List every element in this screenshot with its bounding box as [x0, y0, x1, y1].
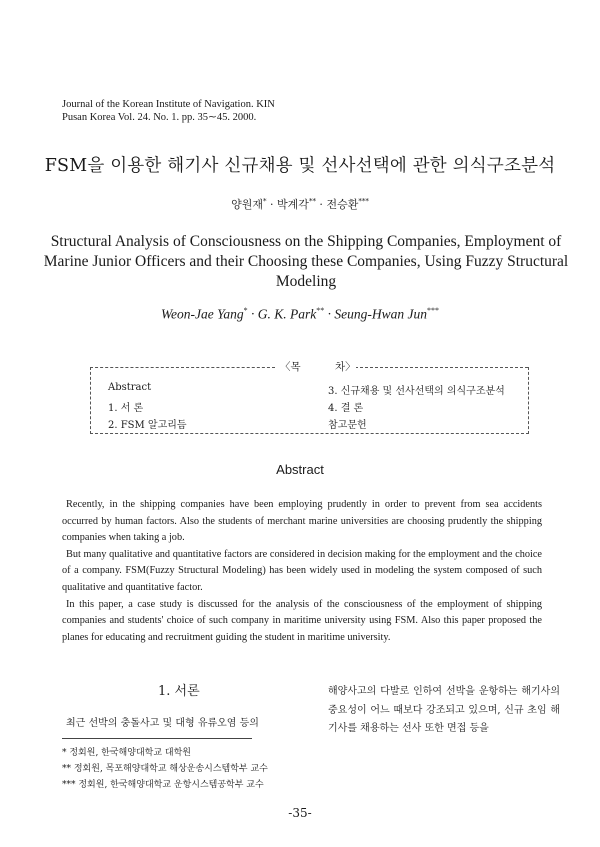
author-sep: ·: [247, 306, 258, 322]
body-text-right: 해양사고의 다발로 인하여 선박을 운항하는 해기사의 중요성이 어느 때보다 강조되고 있으며, 신규 초임 해기사를 채용하는 선사 또한 면접 등을: [328, 686, 560, 734]
author-2-mark: **: [308, 197, 316, 206]
abstract-paragraph: But many qualitative and quantitative factors are considered in decision making for the employment and the choice of a company. FSM(Fuzzy Structural Modeling) has been widely used in modeling the system composed of such qualitative and quantitative factor.: [62, 548, 542, 593]
english-authors: [0, 306, 600, 323]
korean-title: FSM을 이용한 해기사 신규채용 및 선사선택에 관한 의식구조분석: [44, 156, 556, 176]
author-1-mark: *: [263, 197, 267, 206]
toc-item[interactable]: 4. 결 론: [328, 403, 364, 414]
author-3-ko: 전승환: [326, 198, 359, 211]
footnotes: [62, 745, 268, 793]
author-sep: ·: [324, 306, 335, 322]
toc-item[interactable]: 1. 서 론: [108, 403, 144, 414]
author-3-mark: ***: [358, 197, 369, 206]
abstract-body: [62, 497, 542, 646]
toc-top-border: [355, 367, 528, 368]
abstract-paragraph: Recently, in the shipping companies have been employing prudently in order to prevent from sea accidents occurred by human factors. Also the students of merchant marine universities are choosing prudently the shipping companies when taking a job.: [62, 499, 542, 544]
korean-authors: [0, 196, 600, 212]
body-text-left: 최근 선박의 충돌사고 및 대형 유류오염 등의: [66, 718, 259, 729]
journal-citation: [62, 98, 275, 124]
english-title: Structural Analysis of Consciousness on the Shipping Companies, Employment of Marine Junior Officers and their Choosing these Companies, Using Fuzzy Structural Modeling: [43, 233, 569, 290]
author-3-en: Seung-Hwan Jun: [334, 306, 427, 322]
toc-top-border: [90, 367, 275, 368]
author-2-en: G. K. Park: [257, 306, 317, 322]
toc-item[interactable]: 3. 신규채용 및 선사선택의 의식구조분석: [328, 386, 505, 397]
toc-title-right: 차〉: [335, 361, 356, 373]
author-3-mark: ***: [426, 306, 439, 315]
author-2-ko: 박계각: [277, 198, 309, 211]
author-sep: ·: [266, 198, 278, 211]
page-number: -35-: [288, 806, 312, 820]
author-1-ko: 양원재: [231, 198, 264, 211]
author-1-en: Weon-Jae Yang: [161, 306, 244, 322]
footnote-rule: [62, 738, 252, 739]
author-sep: ·: [315, 198, 327, 211]
toc-item[interactable]: Abstract: [108, 382, 152, 393]
toc-title-left: 〈목: [280, 361, 301, 373]
journal-volume: Pusan Korea Vol. 24. No. 1. pp. 35∼45. 2000.: [62, 112, 257, 123]
footnote: ** 정회원, 목포해양대학교 해상운송시스템학부 교수: [62, 764, 268, 774]
author-2-mark: **: [316, 306, 325, 315]
journal-name: Journal of the Korean Institute of Navigation. KIN: [62, 99, 275, 110]
abstract-paragraph: In this paper, a case study is discussed for the analysis of the consciousness of the employment of shipping companies and students' choice of such company in maritime university using FSM. Also this paper proposed the planes for educating and recruitment guiding the student in maritime university.: [62, 598, 542, 643]
abstract-heading: Abstract: [276, 462, 324, 477]
toc-item[interactable]: 2. FSM 알고리듬: [108, 420, 187, 431]
section-heading: 1. 서론: [158, 684, 200, 699]
toc-item[interactable]: 참고문헌: [328, 420, 367, 431]
author-1-mark: *: [243, 306, 248, 315]
footnote: * 정회원, 한국해양대학교 대학원: [62, 748, 191, 758]
footnote: *** 정회원, 한국해양대학교 운항시스템공학부 교수: [62, 780, 264, 790]
